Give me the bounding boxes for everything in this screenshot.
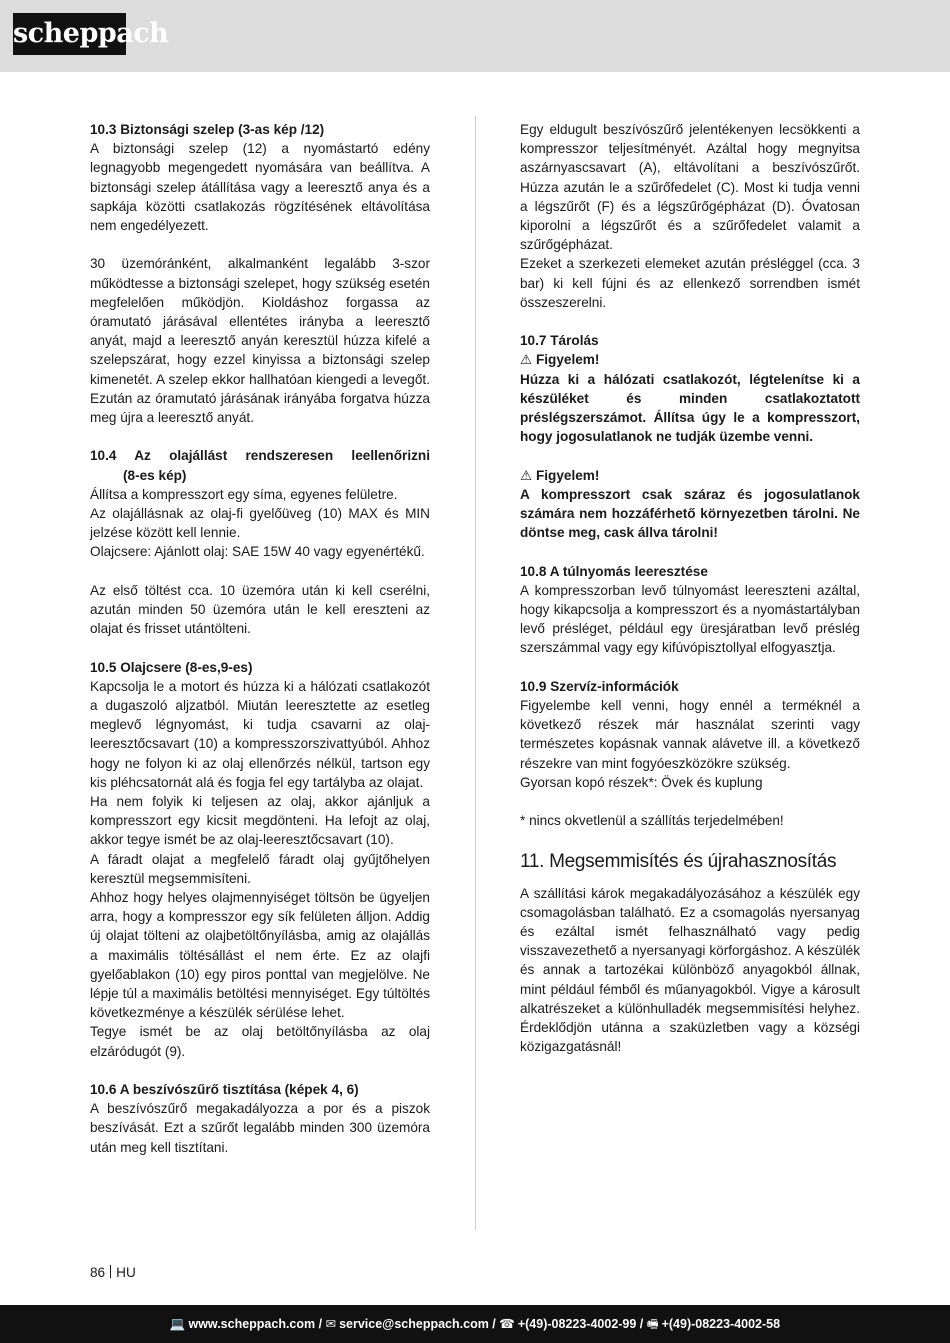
section-10-6-paragraph-3: Ezeket a szerkezeti elemeket azután présléggel (cca. 3 bar) ki kell fújni és az ellenkező sorrendben ismét összeszerelni. (520, 256, 860, 310)
footer-website[interactable]: www.scheppach.com / (188, 1317, 323, 1331)
section-10-5-paragraph-3: A fáradt olajat a megfelelő fáradt olaj gyűjtőhelyen keresztül megsemmisíteni. (90, 851, 430, 886)
section-10-4-title-continued: (8-es kép) (123, 467, 187, 483)
section-10-5-title: 10.5 Olajcsere (8-es,9-es) (90, 659, 253, 675)
right-column (520, 120, 860, 1056)
section-10-5-paragraph-4: Ahhoz hogy helyes olajmennyiséget töltsön be ügyeljen arra, hogy a kompresszor egy sík felületen álljon. Addig új olajat tölteni az olajbetöltőnyílásba, amig az olajállás a maximális töltésállást el nem érte. Ez az olajfi gyelőablakon (10) egy piros ponttal van megjelölve. Ne lépje túl a maximális betöltési mennyiséget. Egy túltöltés következménye a készülék sérülése lehet. (90, 890, 430, 1021)
section-10-4-paragraph-1: Állítsa a kompresszort egy síma, egyenes felületre. (90, 486, 398, 502)
column-divider (475, 116, 476, 1230)
contact-footer (0, 1305, 950, 1343)
warning-label-2: ⚠ Figyelem! (520, 467, 600, 483)
section-10-8-title: 10.8 A túlnyomás leeresztése (520, 563, 708, 579)
computer-icon: 💻 (169, 1317, 186, 1331)
phone-icon: ☎ (499, 1317, 515, 1331)
page-number-separator (110, 1265, 111, 1278)
section-10-4-title: 10.4 Az olajállást rendszeresen leellenőrizni (90, 448, 430, 464)
section-10-3-paragraph-1: A biztonsági szelep (12) a nyomástartó edény legnagyobb megengedett nyomására van beállítva. A biztonsági szelep átállítása vagy a leeresztő anya és a sapkája közötti csatlakozás rögzítésének eltávolítása nem engedélyezett. (90, 141, 430, 234)
section-10-9-paragraph-1: Figyelembe kell venni, hogy ennél a terméknél a következő részek már használat szerinti vagy természetes kopásnak vannak alávetve ill. a következő részekre van mint fogyóeszközökre szükség. (520, 698, 860, 771)
section-10-5-paragraph-2: Ha nem folyik ki teljesen az olaj, akkor ajánljuk a kompresszort egy kicsit megdönteni. Ha lefojt az olaj, akkor tegye ismét be az olaj-leeresztőcsavart (10). (90, 794, 430, 848)
page-language: HU (116, 1265, 136, 1280)
footer-phone: +(49)-08223-4002-99 / (517, 1317, 644, 1331)
section-10-3-title: 10.3 Biztonsági szelep (3-as kép /12) (90, 122, 325, 137)
section-10-9-note: * nincs okvetlenül a szállítás terjedelmében! (520, 813, 784, 829)
top-banner (0, 0, 950, 72)
section-10-3-paragraph-2: 30 üzemóránként, alkalmanként legalább 3-szor működtesse a biztonsági szelepet, hogy szükség esetén megfelelően működjön. Kioldáshoz forgassa az óramutató járásával ellentétes irányba a leeresztő anyát, majd a leeresztő anyán keresztül húzza kifelé a szelepszárat, hogy ezzel kinyissa a biztonsági szelep kimenetét. A szelep ekkor hallhatóan kiengedi a levegőt. Ezután az óramutató járásának irányába forgatva húzza meg újra a leeresztő anyát. (90, 256, 430, 426)
page-number-value: 86 (90, 1265, 106, 1280)
section-10-8-paragraph-1: A kompresszorban levő túlnyomást leereszteni azáltal, hogy kikapcsolja a kompresszort és a nyomástartályban levő présléget, például egy üresjáratban levő préslég szerszámmal vagy egy kifúvópisztollyal elfogyasztja. (520, 582, 860, 656)
section-10-5-paragraph-5: Tegye ismét be az olaj betöltőnyílásba az olaj elzáródugót (9). (90, 1024, 430, 1059)
section-11-title: 11. Megsemmisítés és újrahasznosítás (520, 850, 837, 872)
section-10-4-paragraph-4: Az első töltést cca. 10 üzemóra után ki kell cserélni, azután minden 50 üzemóra után le kell ereszteni az olajat és frisset utántölteni. (90, 582, 430, 637)
warning-text-2: A kompresszort csak száraz és jogosulatlanok számára nem hozzáférhető környezetben tárolni. Ne döntse meg, cask állva tárolni! (520, 486, 860, 541)
footer-email[interactable]: service@scheppach.com / (339, 1317, 496, 1331)
scheppach-logo: scheppach (13, 13, 126, 55)
email-icon: ✉ (325, 1317, 337, 1331)
warning-text-1: Húzza ki a hálózati csatlakozót, légtelenítse ki a készüléket és minden csatlakoztatott préslégszerszámot. Állítsa úgy le a kompresszort, hogy jogosulatlanok ne tudják üzembe venni. (520, 371, 860, 445)
section-10-9-title: 10.9 Szervíz-információk (520, 678, 679, 694)
page-number (90, 1264, 136, 1282)
section-10-6-title: 10.6 A beszívószűrő tisztítása (képek 4, 6) (90, 1082, 359, 1098)
section-10-6-paragraph-1: A beszívószűrő megakadályozza a por és a piszok beszívását. Ezt a szűrőt legalább minden 300 üzemóra után meg kell tisztítani. (90, 1101, 430, 1155)
section-11-paragraph-1: A szállítási károk megakadályozásához a készülék egy csomagolásban található. Ez a csomagolás nyersanyag és ezáltal ismét felhasználható vagy pedig visszavezethető a nyersanyagi körforgáshoz. A készülék és annak a tartozékai különböző anyagokból állnak, mint például fémből és műanyagokból. Vigye a károsult alkatrészeket a különhulladék megsemmisítési helyhez. Érdeklődjön utánna a szaküzletben vagy a községi közigazgatásnál! (520, 885, 860, 1055)
left-column (90, 120, 430, 1157)
section-10-4-paragraph-2: Az olajállásnak az olaj-fi gyelőüveg (10) MAX és MIN jelzése között kell lennie. (90, 506, 430, 541)
fax-icon: 🖷 (646, 1317, 659, 1331)
section-10-9-paragraph-2: Gyorsan kopó részek*: Övek és kuplung (520, 774, 763, 790)
section-10-5-paragraph-1: Kapcsolja le a motort és húzza ki a hálózati csatlakozót a dugaszoló aljzatból. Miután leeresztette az esetleg meglevő légnyomást, ki tudja csavarni az olaj-leeresztőcsavart (10) a kompresszorszivattyúból. Ahhoz hogy ne folyon ki az olaj ellenőrzés nélkül, tartson egy kis pléhcsatornát alá és fogja fel egy tartályba az olajat. (90, 678, 430, 790)
section-10-6-paragraph-2: Egy eldugult beszívószűrő jelentékenyen lecsökkenti a kompresszor teljesítményét. Azáltal hogy megnyitsa aszárnyascsavart (A), eltávolítani a beszívószűrőt. Húzza azután le a szűrőfedelet (C). Most ki tudja venni a légszűrőt (F) és a légszűrőgépházat (D). Óvatosan kiporolni a légszűrőt és a szűrőfedelet valamit a szűrőgépházat. (520, 122, 860, 253)
footer-fax: +(49)-08223-4002-58 (661, 1317, 781, 1331)
section-10-4-paragraph-3: Olajcsere: Ajánlott olaj: SAE 15W 40 vagy egyenértékű. (90, 544, 425, 560)
section-10-7-title: 10.7 Tárolás (520, 333, 599, 349)
warning-label-1: ⚠ Figyelem! (520, 352, 600, 368)
